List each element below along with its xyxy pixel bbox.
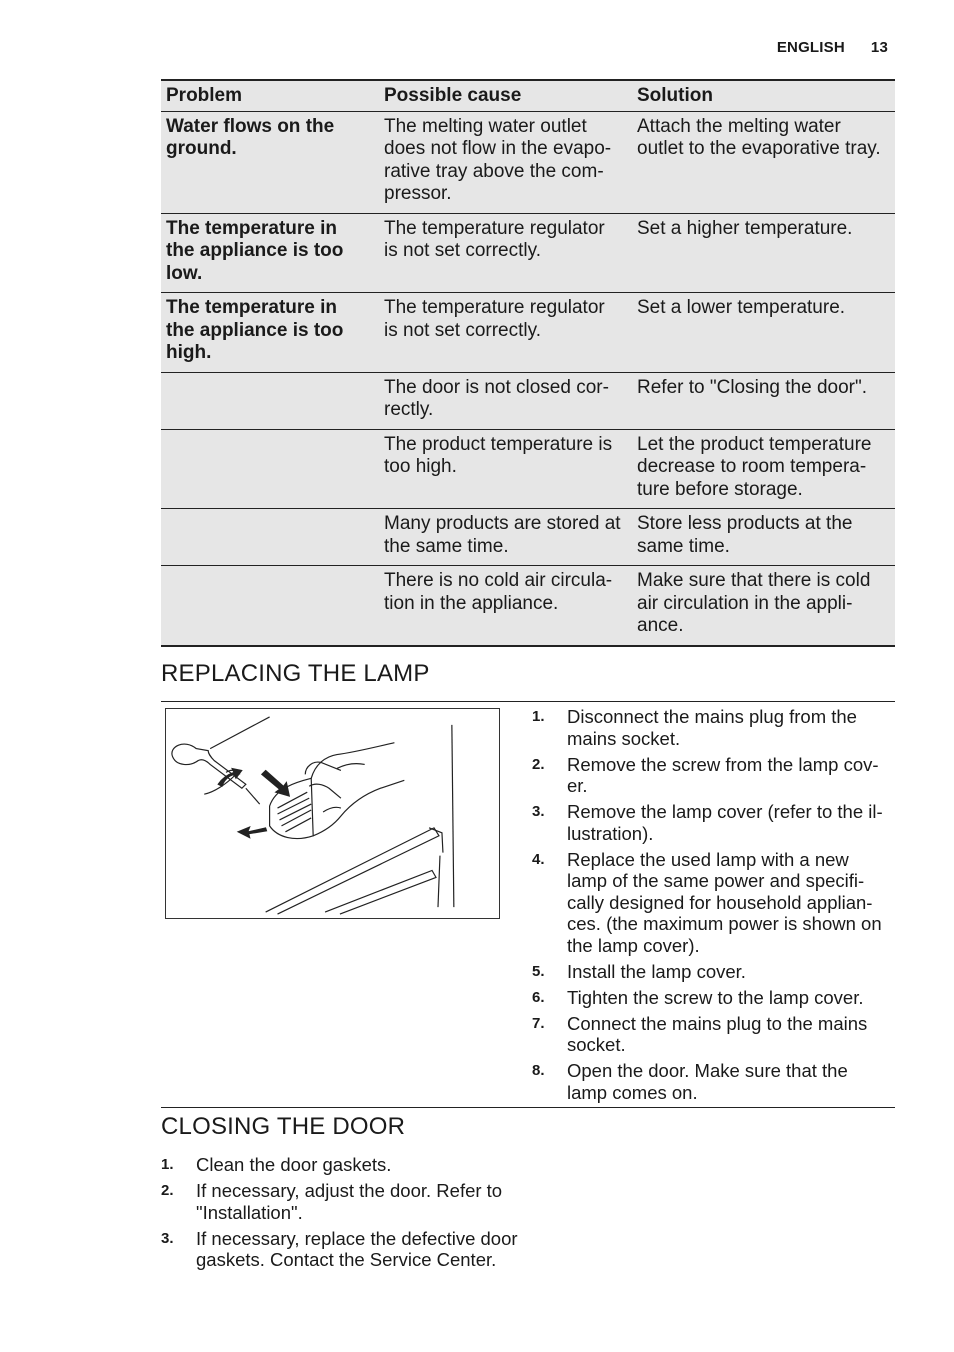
step-number: 8. — [532, 1062, 545, 1079]
solution-cell: Store less products at the same time. — [632, 509, 895, 566]
list-item — [161, 1180, 521, 1223]
table-header-row — [161, 80, 895, 111]
lamp-illustration-drawing — [166, 709, 499, 918]
solution-cell: Make sure that there is cold air circulation in the appli-ance. — [632, 566, 895, 646]
step-number: 7. — [532, 1014, 545, 1032]
list-item — [532, 706, 888, 749]
solution-cell: Refer to "Closing the door". — [632, 372, 895, 429]
cause-cell: Many products are stored at the same time. — [379, 509, 632, 566]
problem-cell: The temperature in the appliance is too high. — [161, 293, 379, 373]
step-text: Remove the lamp cover (refer to the il-lustration). — [567, 801, 883, 844]
problem-cell — [161, 509, 379, 566]
step-text: If necessary, adjust the door. Refer to "Installation". — [196, 1180, 503, 1223]
table-row — [161, 429, 895, 509]
step-text: If necessary, replace the defective door gaskets. Contact the Service Center. — [196, 1227, 518, 1270]
cause-cell: There is no cold air circula-tion in the appliance. — [379, 566, 632, 646]
page-number: 13 — [870, 39, 888, 56]
problem-cell — [161, 429, 379, 509]
step-number: 6. — [532, 988, 545, 1006]
solution-cell: Set a lower temperature. — [632, 293, 895, 373]
lamp-replacement-illustration — [165, 708, 500, 919]
step-text: Replace the used lamp with a new lamp of the same power and specifi-cally designed for household applian-ces. (the maximum power is shown on the lamp cover). — [567, 848, 882, 956]
list-item — [532, 849, 888, 957]
troubleshooting-table — [161, 79, 895, 647]
solution-cell: Let the product temperature decrease to room tempera-ture before storage. — [632, 429, 895, 509]
step-number: 5. — [532, 962, 545, 980]
solution-cell: Set a higher temperature. — [632, 213, 895, 293]
cause-cell: The product temperature is too high. — [379, 429, 632, 509]
step-text: Remove the screw from the lamp cov-er. — [567, 753, 879, 796]
section-title-replacing-lamp: REPLACING THE LAMP — [161, 660, 430, 687]
step-text: Tighten the screw to the lamp cover. — [567, 986, 864, 1008]
list-item — [532, 1060, 888, 1103]
table-row — [161, 372, 895, 429]
step-number: 3. — [532, 803, 545, 820]
door-steps-list — [161, 1154, 521, 1275]
cause-cell: The melting water outlet does not flow in the evapo-rative tray above the com-pressor. — [379, 111, 632, 213]
step-number: 2. — [532, 755, 545, 773]
cause-cell: The temperature regulator is not set correctly. — [379, 293, 632, 373]
step-text: Clean the door gaskets. — [196, 1154, 392, 1175]
table-row — [161, 111, 895, 213]
step-text: Disconnect the mains plug from the mains socket. — [567, 706, 857, 749]
step-number: 1. — [161, 1156, 174, 1173]
cause-cell: The temperature regulator is not set correctly. — [379, 213, 632, 293]
list-item — [161, 1154, 521, 1176]
page-header — [777, 39, 888, 56]
problem-cell — [161, 372, 379, 429]
step-text: Install the lamp cover. — [567, 960, 746, 982]
step-number: 1. — [532, 708, 545, 725]
list-item — [532, 987, 888, 1009]
list-item — [532, 961, 888, 983]
list-item — [161, 1228, 521, 1271]
language-label: ENGLISH — [776, 39, 845, 56]
step-number: 3. — [161, 1229, 174, 1247]
problem-cell: The temperature in the appliance is too low. — [161, 213, 379, 293]
table-row — [161, 566, 895, 646]
column-header-problem: Problem — [161, 80, 379, 111]
list-item — [532, 754, 888, 797]
cause-cell: The door is not closed cor-rectly. — [379, 372, 632, 429]
step-number: 2. — [161, 1182, 174, 1199]
step-text: Connect the mains plug to the mains socket. — [567, 1012, 868, 1055]
table-row — [161, 293, 895, 373]
step-number: 4. — [532, 850, 545, 868]
column-header-solution: Solution — [632, 80, 895, 111]
problem-cell: Water flows on the ground. — [161, 111, 379, 213]
table-row — [161, 213, 895, 293]
solution-cell: Attach the melting water outlet to the evaporative tray. — [632, 111, 895, 213]
step-text: Open the door. Make sure that the lamp comes on. — [567, 1060, 848, 1103]
lamp-steps-list — [532, 706, 888, 1108]
list-item — [532, 1013, 888, 1056]
problem-cell — [161, 566, 379, 646]
section-divider — [161, 1107, 895, 1108]
column-header-cause: Possible cause — [379, 80, 632, 111]
section-divider — [161, 701, 895, 702]
list-item — [532, 801, 888, 844]
section-title-closing-door: CLOSING THE DOOR — [161, 1113, 406, 1140]
table-row — [161, 509, 895, 566]
